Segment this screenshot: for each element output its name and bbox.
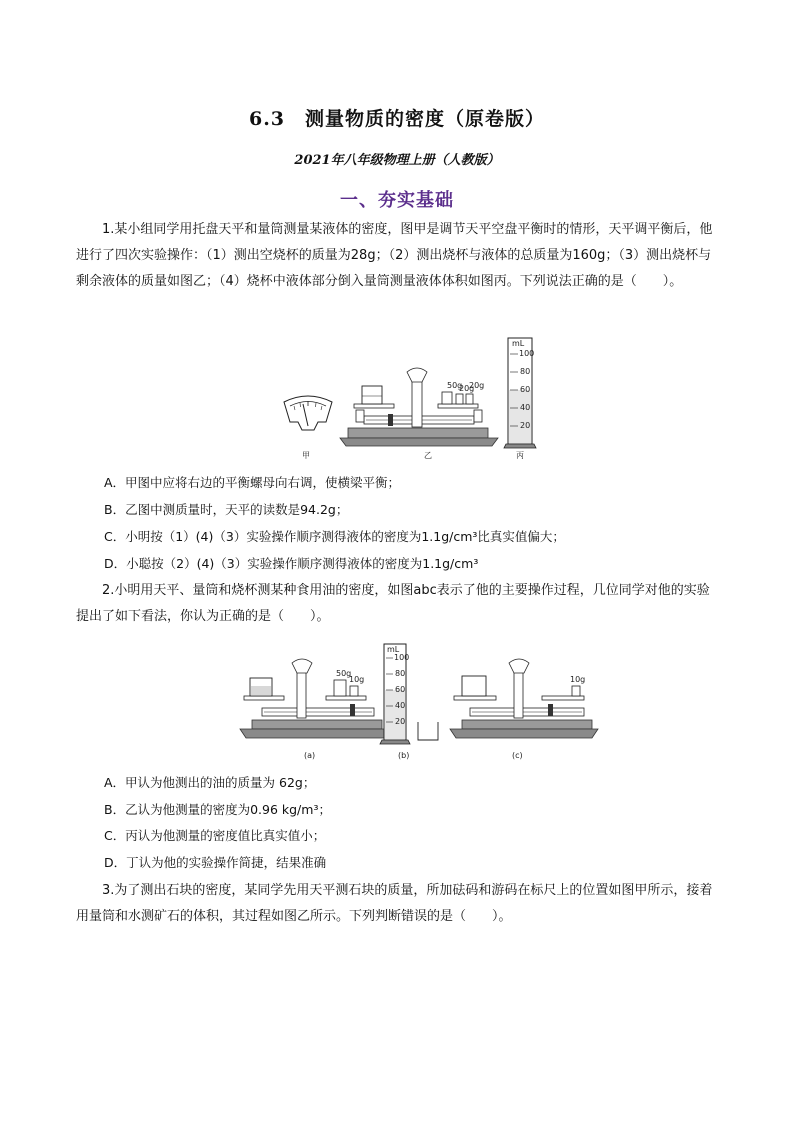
caption-yi: 乙 (424, 451, 432, 460)
question-2-option-d: D．丁认为他的实验操作简捷，结果准确 (104, 855, 327, 870)
question-2-option-c: C．丙认为他测量的密度值比真实值小； (104, 828, 326, 843)
question-2-option-b: B．乙认为他测量的密度为0.96 kg/m³； (104, 802, 331, 817)
cylinder-tick-100: 100 (519, 349, 535, 358)
cylinder-b-tick-60: 60 (395, 685, 406, 694)
caption-a: (a) (304, 751, 316, 760)
question-2-option-a: A．甲认为他测出的油的质量为 62g； (104, 775, 316, 790)
cylinder-tick-20: 20 (520, 421, 531, 430)
weight-label-20g-a: 20g (459, 384, 475, 393)
caption-jia: 甲 (302, 451, 310, 460)
question-3-stem: 3.为了测出石块的密度，某同学先用天平测石块的质量，所加砝码和游码在标尺上的位置如图甲所示，接着用量筒和水测矿石的体积，其过程如图乙所示。下列判断错误的是（ ）。 (76, 883, 713, 924)
question-1-option-b: B．乙图中测质量时，天平的读数是94.2g； (104, 502, 349, 517)
page-subtitle: 2021年八年级物理上册（人教版） (294, 153, 500, 168)
weight-label-20g-b: 20g (469, 381, 485, 390)
figure-jia-scale (284, 396, 332, 430)
cylinder-tick-80: 80 (520, 367, 531, 376)
figure-a-balance (240, 659, 392, 760)
weight-a-label-50g: 50g (336, 669, 352, 678)
caption-b: (b) (398, 751, 410, 760)
weight-a-label-10g: 10g (349, 675, 365, 684)
figure-bing-cylinder (504, 338, 536, 448)
question-1-stem: 1.某小组同学用托盘天平和量筒测量某液体的密度，图甲是调节天平空盘平衡时的情形，天平调平衡后，他进行了四次实验操作：（1）测出空烧杯的质量为28g；（2）测出烧杯与液体的总质量为160g；（3）测出烧杯与剩余液体的质量如图乙；（4）烧杯中液体部分倒入量筒测量液体体积如图丙。下列说法正确的是（ ）。 (76, 222, 713, 289)
question-2-stem: 2.小明用天平、量筒和烧杯测某种食用油的密度，如图abc表示了他的主要操作过程，几位同学对他的实验提出了如下看法，你认为正确的是（ ）。 (76, 583, 710, 624)
question-1-option-d: D．小聪按（2）(4)（3）实验操作顺序测得液体的密度为1.1g/cm³ (104, 556, 479, 571)
weight-label-50g: 50g (447, 381, 463, 390)
cylinder-tick-60: 60 (520, 385, 531, 394)
caption-bing: 丙 (516, 451, 524, 460)
caption-c: (c) (512, 751, 523, 760)
cylinder-unit: mL (512, 339, 525, 348)
weight-c-label-10g: 10g (570, 675, 586, 684)
figure-b-cylinder (380, 644, 438, 760)
cylinder-b-tick-40: 40 (395, 701, 406, 710)
cylinder-b-tick-100: 100 (394, 653, 410, 662)
question-2-figure (232, 640, 602, 766)
question-1-option-a: A．甲图中应将右边的平衡螺母向右调，使横梁平衡； (104, 475, 401, 490)
question-1-figure (270, 330, 560, 460)
figure-yi-balance (340, 368, 498, 446)
cylinder-b-unit: mL (387, 645, 400, 654)
cylinder-b-tick-20: 20 (395, 717, 406, 726)
section-heading: 一、夯实基础 (340, 190, 454, 211)
page-title: 6.3 测量物质的密度（原卷版） (248, 108, 546, 130)
cylinder-tick-40: 40 (520, 403, 531, 412)
figure-c-balance (450, 659, 598, 760)
cylinder-b-tick-80: 80 (395, 669, 406, 678)
question-1-option-c: C．小明按（1）(4)（3）实验操作顺序测得液体的密度为1.1g/cm³比真实值偏大； (104, 529, 565, 544)
